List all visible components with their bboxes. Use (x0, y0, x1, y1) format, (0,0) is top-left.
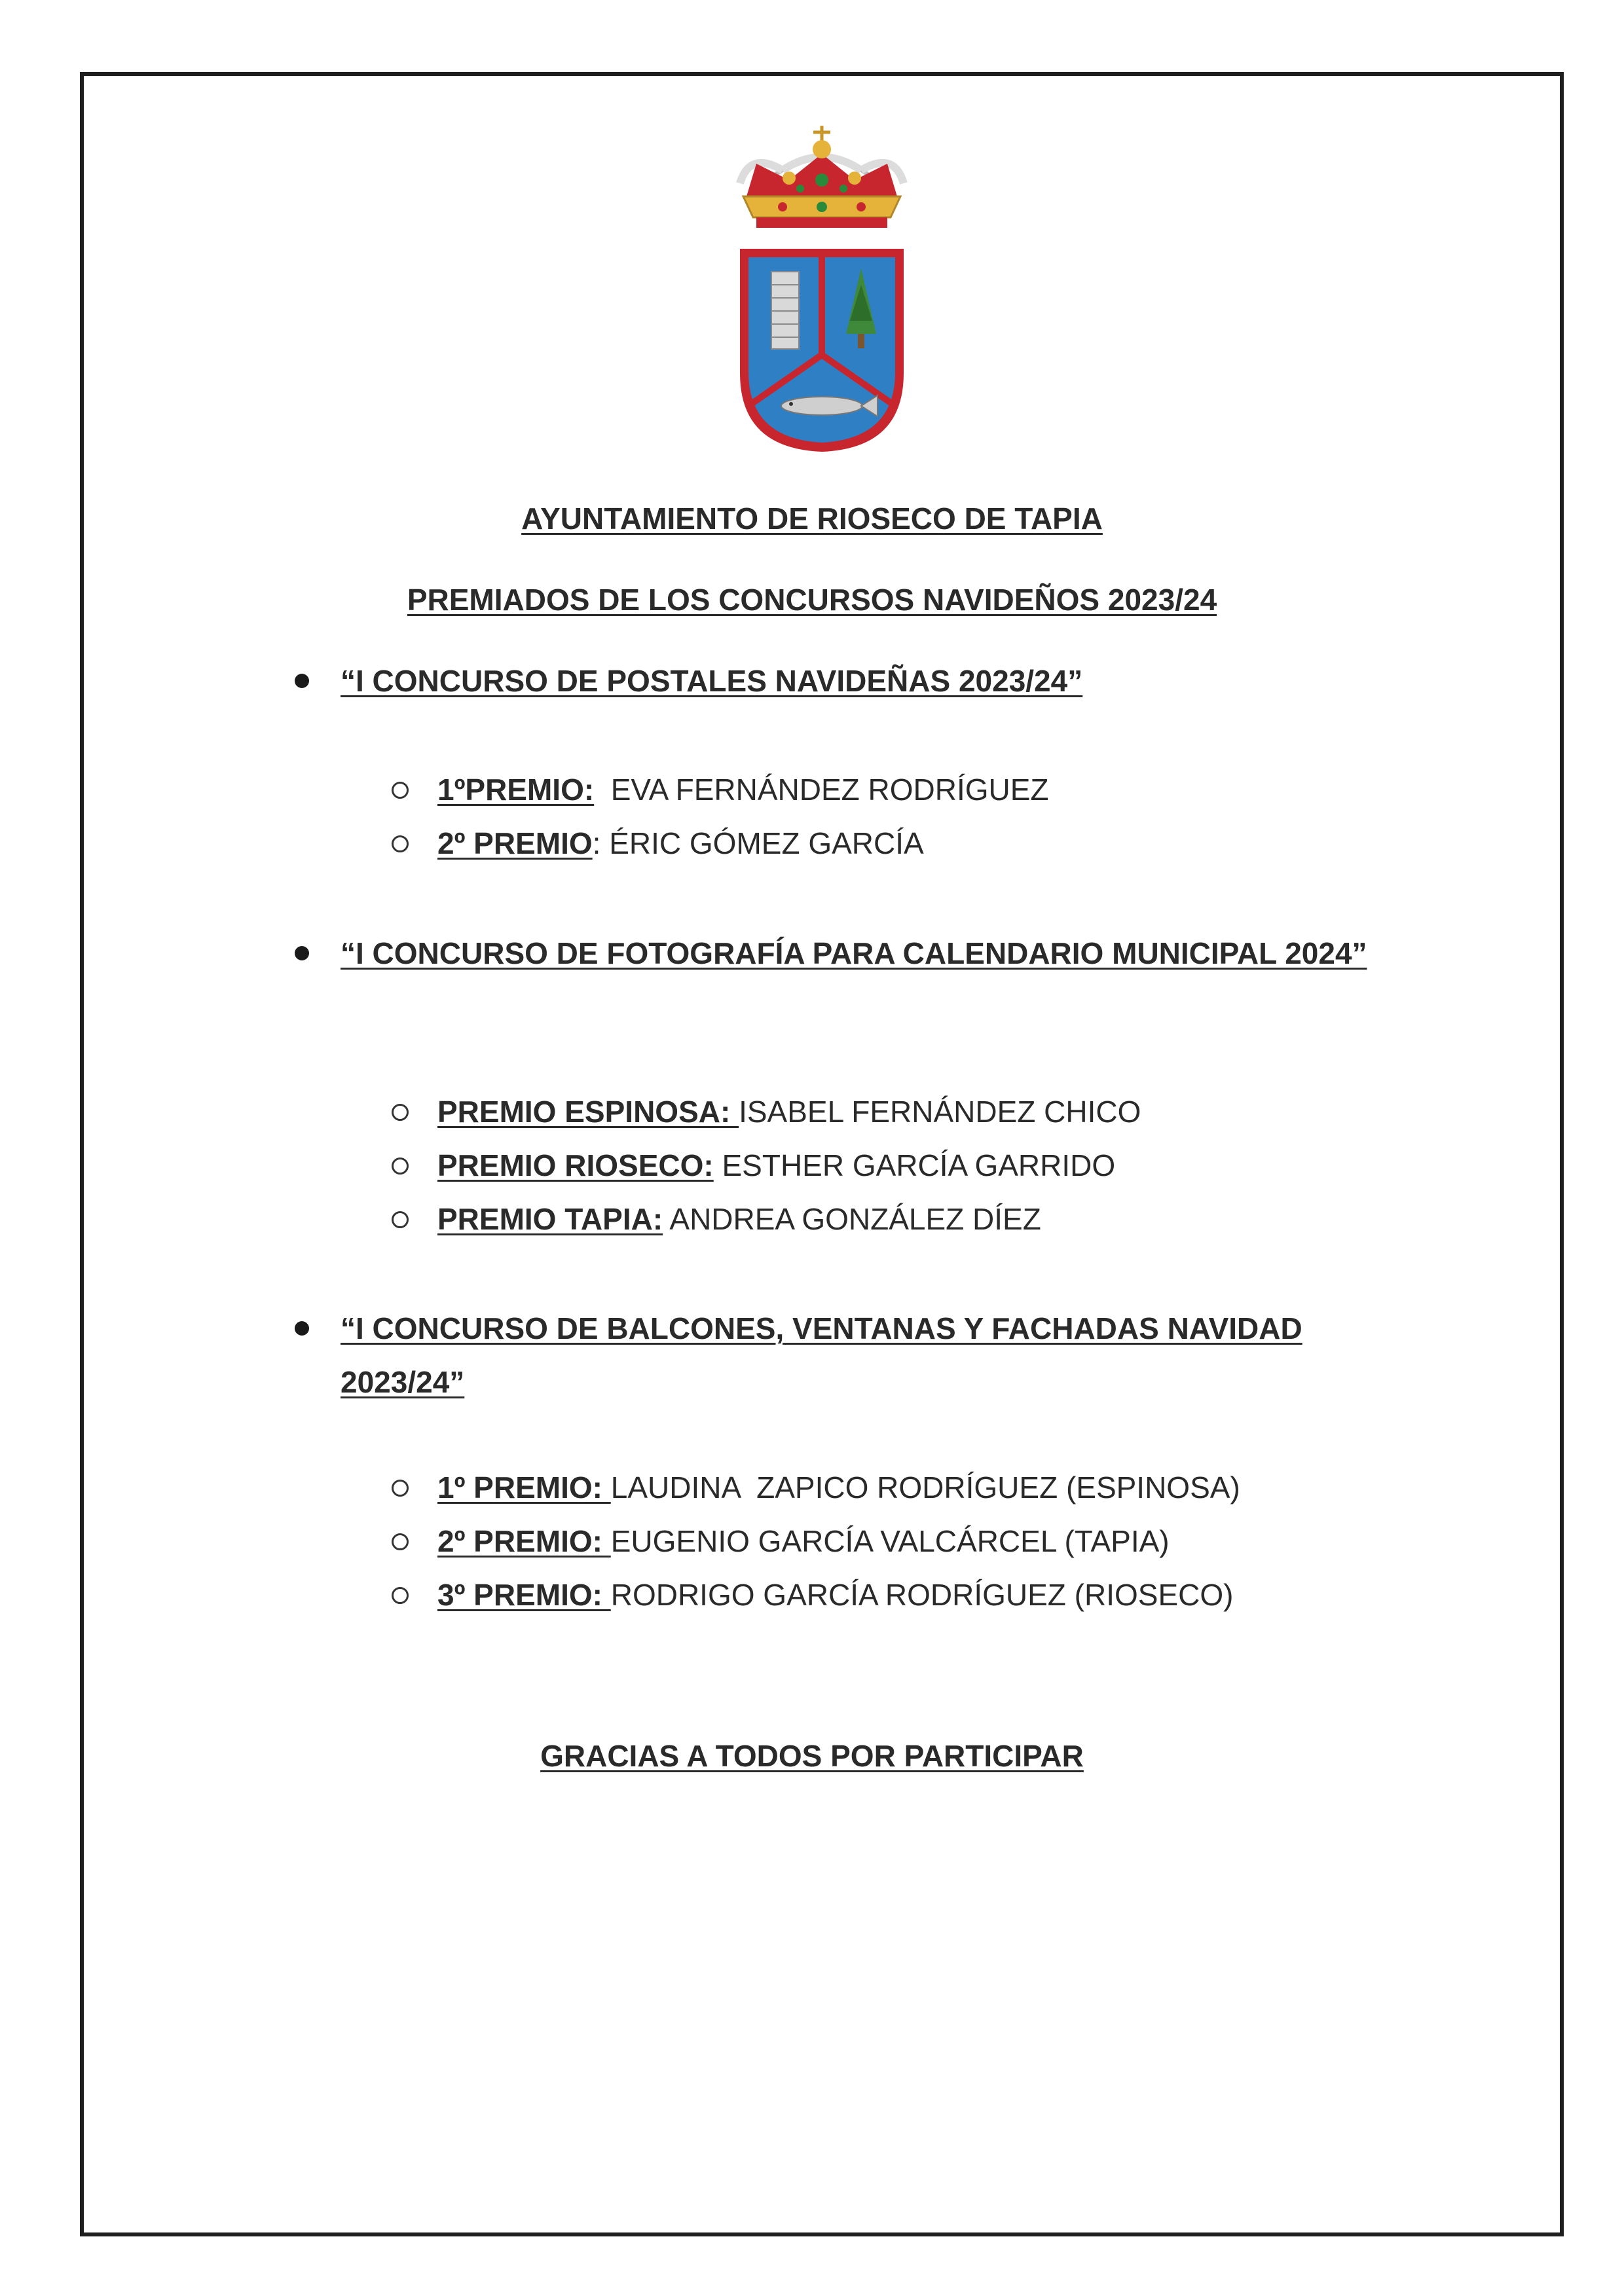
bullet-icon (295, 674, 309, 688)
circle-bullet-icon (392, 1157, 409, 1175)
circle-bullet-icon (392, 1480, 409, 1497)
prize-label: 3º PREMIO: (437, 1578, 611, 1612)
shield-icon (740, 249, 904, 452)
prize-winner: EVA FERNÁNDEZ RODRÍGUEZ (610, 773, 1049, 807)
circle-bullet-icon (392, 1104, 409, 1121)
bullet-icon (295, 1321, 309, 1336)
prize-label: PREMIO ESPINOSA: (437, 1095, 739, 1129)
prize-winner: ÉRIC GÓMEZ GARCÍA (609, 826, 924, 860)
prize-label: 1º PREMIO: (437, 1470, 611, 1504)
contest-title: “I CONCURSO DE FOTOGRAFÍA PARA CALENDARIO MUNICIPAL 2024” (341, 936, 1367, 970)
prize-winner: EUGENIO GARCÍA VALCÁRCEL (TAPIA) (610, 1524, 1170, 1558)
prize-row (437, 1522, 1472, 1561)
circle-bullet-icon (392, 835, 409, 852)
prize-winner: RODRIGO GARCÍA RODRÍGUEZ (RIOSECO) (610, 1578, 1234, 1612)
prize-row (437, 1146, 1472, 1185)
circle-bullet-icon (392, 782, 409, 799)
prize-row (437, 770, 1472, 809)
circle-bullet-icon (392, 1211, 409, 1228)
closing-message: GRACIAS A TODOS POR PARTICIPAR (540, 1739, 1084, 1773)
prize-label: 2º PREMIO (437, 826, 593, 860)
coat-of-arms-icon (727, 124, 917, 458)
prize-label: PREMIO RIOSECO: (437, 1148, 714, 1182)
prize-row (437, 1468, 1472, 1507)
prize-row (437, 1199, 1472, 1239)
page-title: AYUNTAMIENTO DE RIOSECO DE TAPIA (521, 501, 1103, 536)
prize-winner: ESTHER GARCÍA GARRIDO (722, 1148, 1116, 1182)
crown-icon (740, 126, 904, 228)
circle-bullet-icon (392, 1533, 409, 1550)
prize-label: 1ºPREMIO: (437, 773, 595, 807)
page-subtitle: PREMIADOS DE LOS CONCURSOS NAVIDEÑOS 2023/24 (407, 583, 1217, 617)
prize-row (437, 1575, 1472, 1614)
prize-winner: ANDREA GONZÁLEZ DÍEZ (669, 1202, 1041, 1236)
prize-winner: ISABEL FERNÁNDEZ CHICO (739, 1095, 1141, 1129)
contest-title: “I CONCURSO DE POSTALES NAVIDEÑAS 2023/24” (341, 664, 1083, 698)
contest-title: “I CONCURSO DE BALCONES, VENTANAS Y FACHADAS NAVIDAD 2023/24” (341, 1311, 1302, 1399)
prize-label: PREMIO TAPIA: (437, 1202, 663, 1236)
circle-bullet-icon (392, 1587, 409, 1604)
prize-row: 2º PREMIO: ÉRIC GÓMEZ GARCÍA (437, 826, 924, 860)
prize-winner: LAUDINA ZAPICO RODRÍGUEZ (ESPINOSA) (610, 1470, 1240, 1504)
prize-label: 2º PREMIO: (437, 1524, 611, 1558)
prize-row (437, 1092, 1472, 1131)
bullet-icon (295, 946, 309, 960)
